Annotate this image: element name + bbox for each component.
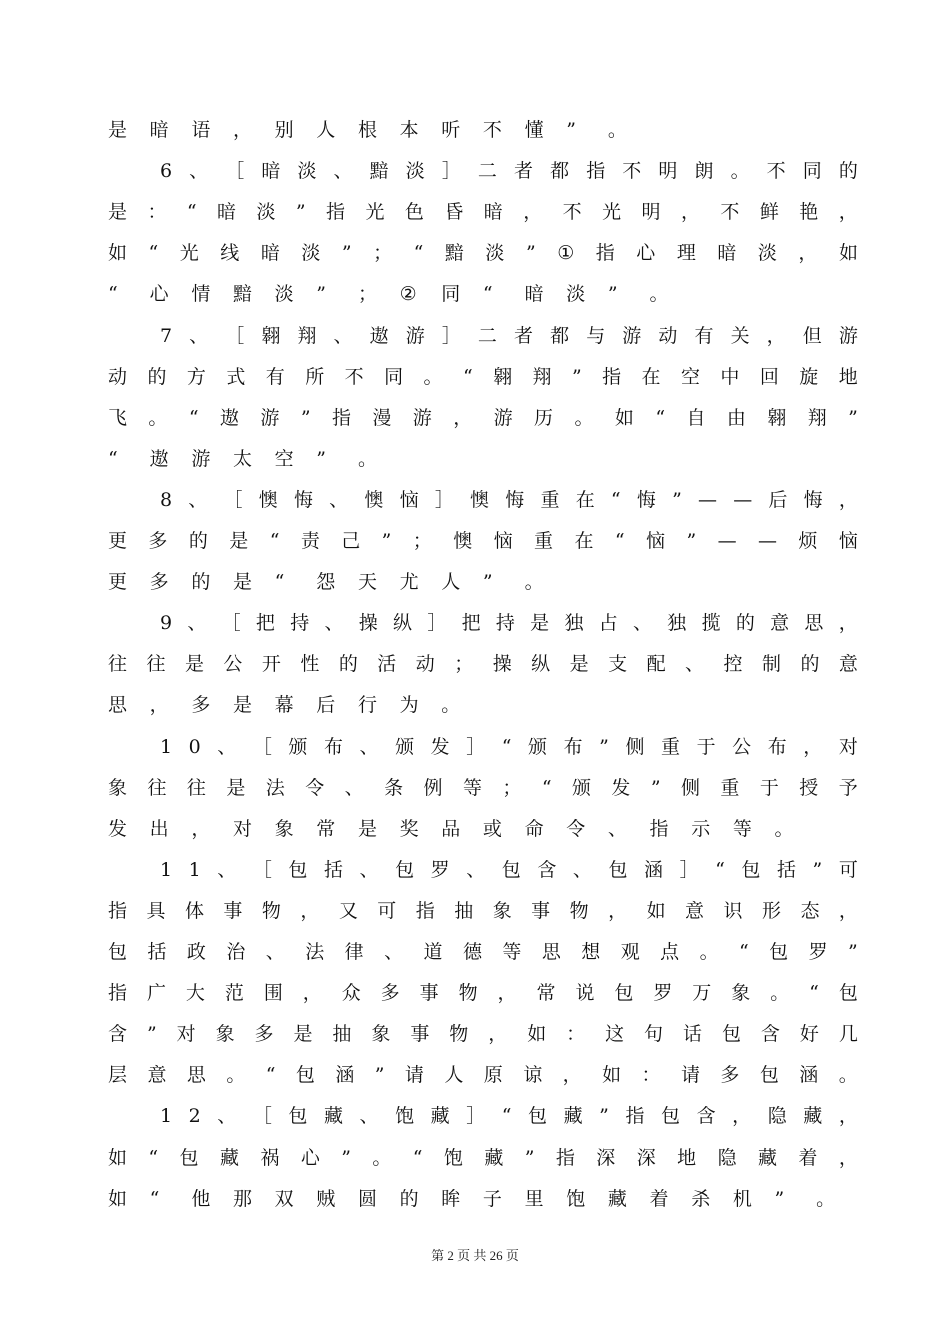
- text-line: 8 、 ［ 懊 悔 、 懊 恼 ］ 懊 悔 重 在 “ 悔 ” — — 后 悔 ，: [160, 488, 858, 511]
- text-line: 是 ： “ 暗 淡 ” 指 光 色 昏 暗 ， 不 光 明 ， 不 鲜 艳 ，: [108, 201, 858, 224]
- text-line: 往 往 是 公 开 性 的 活 动 ； 操 纵 是 支 配 、 控 制 的 意: [108, 653, 858, 676]
- text-line: 象 往 往 是 法 令 、 条 例 等 ； “ 颁 发 ” 侧 重 于 授 予: [108, 776, 858, 799]
- text-line: 1 2 、 ［ 包 藏 、 饱 藏 ］ “ 包 藏 ” 指 包 含 ， 隐 藏 ，: [160, 1105, 858, 1128]
- text-line: 1 0 、 ［ 颁 布 、 颁 发 ］ “ 颁 布 ” 侧 重 于 公 布 ， 对: [160, 735, 858, 758]
- text-line: 动 的 方 式 有 所 不 同 。 “ 翱 翔 ” 指 在 空 中 回 旋 地: [108, 365, 858, 388]
- text-line: 飞 。 “ 遨 游 ” 指 漫 游 ， 游 历 。 如 “ 自 由 翱 翔 ”: [108, 406, 858, 429]
- page-footer: 第 2 页 共 26 页: [431, 1248, 519, 1263]
- text-line: 指 具 体 事 物 ， 又 可 指 抽 象 事 物 ， 如 意 识 形 态 ，: [108, 899, 858, 922]
- text-line: “ 心 情 黯 淡 ” ； ② 同 “ 暗 淡 ” 。: [108, 283, 669, 306]
- text-line: 含 ” 对 象 多 是 抽 象 事 物 ， 如 ： 这 句 话 包 含 好 几: [108, 1023, 858, 1046]
- text-line: 包 括 政 治 、 法 律 、 道 德 等 思 想 观 点 。 “ 包 罗 ”: [108, 941, 858, 963]
- text-line: 更 多 的 是 “ 怨 天 尤 人 ” 。: [108, 571, 544, 594]
- text-line: 发 出 ， 对 象 常 是 奖 品 或 命 令 、 指 示 等 。: [108, 817, 794, 840]
- text-line: “ 遨 游 太 空 ” 。: [108, 447, 377, 470]
- text-line: 1 1 、 ［ 包 括 、 包 罗 、 包 含 、 包 涵 ］ “ 包 括 ” 可: [160, 858, 858, 881]
- text-line: 如 “ 光 线 暗 淡 ” ； “ 黯 淡 ” ① 指 心 理 暗 淡 ， 如: [108, 242, 858, 265]
- text-line: 6 、 ［ 暗 淡 、 黯 淡 ］ 二 者 都 指 不 明 朗 。 不 同 的: [160, 160, 858, 183]
- text-line: 7 、 ［ 翱 翔 、 遨 游 ］ 二 者 都 与 游 动 有 关 ， 但 游: [160, 324, 858, 347]
- text-line: 9 、 ［ 把 持 、 操 纵 ］ 把 持 是 独 占 、 独 揽 的 意 思 ，: [160, 612, 858, 635]
- text-line: 如 “ 他 那 双 贼 圆 的 眸 子 里 饱 藏 着 杀 机 ” 。: [108, 1187, 836, 1210]
- text-line: 指 广 大 范 围 ， 众 多 事 物 ， 常 说 包 罗 万 象 。 “ 包: [108, 982, 858, 1005]
- text-line: 是 暗 语 ， 别 人 根 本 听 不 懂 ” 。: [108, 119, 627, 141]
- text-line: 层 意 思 。 “ 包 涵 ” 请 人 原 谅 ， 如 ： 请 多 包 涵 。: [108, 1064, 858, 1087]
- text-line: 如 “ 包 藏 祸 心 ” 。 “ 饱 藏 ” 指 深 深 地 隐 藏 着 ，: [108, 1146, 858, 1169]
- text-line: 更 多 的 是 “ 责 己 ” ； 懊 恼 重 在 “ 恼 ” — — 烦 恼: [108, 530, 858, 552]
- text-line: 思 ， 多 是 幕 后 行 为 。: [108, 694, 461, 717]
